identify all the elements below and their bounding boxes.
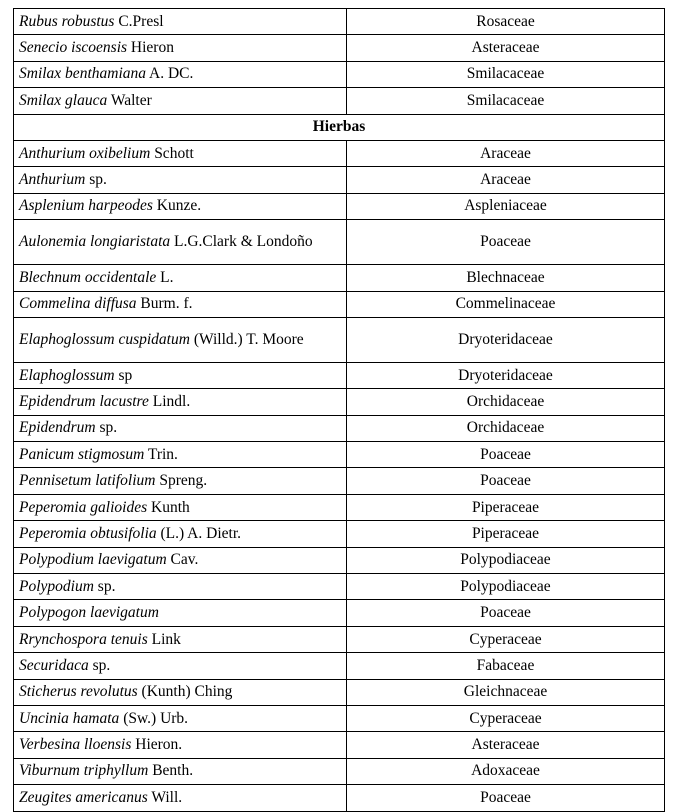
family-cell: Dryoteridaceae (347, 317, 665, 362)
species-author: Lindl. (148, 392, 191, 410)
family-cell: Araceae (347, 140, 665, 166)
family-cell: Orchidaceae (347, 415, 665, 441)
table-row (14, 167, 665, 193)
species-author: A. DC. (146, 65, 194, 83)
species-name: Smilax benthamiana (19, 65, 146, 83)
species-author: (Sw.) Urb. (119, 709, 189, 727)
species-name: Smilax glauca (19, 91, 108, 109)
species-author: Hieron (127, 39, 174, 57)
table-row (14, 88, 665, 114)
species-cell (14, 35, 347, 61)
family-cell: Araceae (347, 167, 665, 193)
species-author: Trin. (144, 445, 178, 463)
family-cell: Piperaceae (347, 521, 665, 547)
family-cell: Poaceae (347, 785, 665, 811)
family-cell: Blechnaceae (347, 265, 665, 291)
family-cell: Aspleniaceae (347, 193, 665, 219)
species-author: Will. (147, 788, 183, 806)
species-author: sp. (85, 171, 107, 189)
species-cell (14, 758, 347, 784)
table-row (14, 193, 665, 219)
species-author: (Willd.) T. Moore (189, 330, 304, 348)
species-table (13, 8, 665, 812)
species-cell (14, 167, 347, 193)
species-cell (14, 220, 347, 265)
species-name: Anthurium (19, 171, 86, 189)
table-row (14, 468, 665, 494)
family-cell: Cyperaceae (347, 626, 665, 652)
species-name: Polypodium (19, 577, 94, 595)
family-cell: Polypodiaceae (347, 574, 665, 600)
species-name: Uncinia hamata (19, 709, 120, 727)
table-row (14, 547, 665, 573)
species-cell (14, 61, 347, 87)
species-author: L. (156, 268, 174, 286)
species-cell (14, 785, 347, 811)
species-author: Schott (150, 144, 194, 162)
species-cell (14, 626, 347, 652)
species-cell (14, 494, 347, 520)
species-author: L.G.Clark & Londoño (170, 233, 313, 251)
table-row (14, 653, 665, 679)
table-row (14, 35, 665, 61)
species-cell (14, 547, 347, 573)
table-row (14, 362, 665, 388)
species-name: Elaphoglossum (19, 366, 115, 384)
species-name: Zeugites americanus (19, 788, 148, 806)
species-name: Polypogon laevigatum (19, 604, 159, 622)
species-name: Verbesina lloensis (19, 736, 132, 754)
family-cell: Poaceae (347, 468, 665, 494)
species-cell (14, 679, 347, 705)
table-row (14, 574, 665, 600)
family-cell: Smilacaceae (347, 61, 665, 87)
table-row (14, 785, 665, 811)
table-row (14, 265, 665, 291)
family-cell: Rosaceae (347, 9, 665, 35)
species-cell (14, 9, 347, 35)
species-author: Link (147, 630, 181, 648)
table-row (14, 220, 665, 265)
family-cell: Poaceae (347, 442, 665, 468)
species-cell (14, 291, 347, 317)
species-name: Polypodium laevigatum (19, 551, 167, 569)
species-name: Securidaca (19, 656, 89, 674)
table-row (14, 494, 665, 520)
species-author: (L.) A. Dietr. (156, 524, 241, 542)
table-row (14, 9, 665, 35)
species-author: Hieron. (131, 736, 183, 754)
section-header: Hierbas (14, 114, 665, 140)
species-name: Commelina diffusa (19, 295, 137, 313)
species-name: Aulonemia longiaristata (19, 233, 171, 251)
table-row (14, 291, 665, 317)
family-cell: Poaceae (347, 600, 665, 626)
species-cell (14, 574, 347, 600)
species-author: sp. (95, 419, 118, 437)
species-name: Senecio iscoensis (19, 39, 128, 57)
table-row (14, 317, 665, 362)
section-header-row (14, 114, 665, 140)
family-cell: Cyperaceae (347, 705, 665, 731)
species-author: Benth. (148, 762, 194, 780)
species-table-container (13, 8, 664, 812)
species-cell (14, 317, 347, 362)
family-cell: Smilacaceae (347, 88, 665, 114)
species-author: Spreng. (155, 472, 208, 490)
family-cell: Piperaceae (347, 494, 665, 520)
table-row (14, 600, 665, 626)
species-author: sp. (93, 577, 116, 595)
species-cell (14, 389, 347, 415)
table-row (14, 521, 665, 547)
species-name: Panicum stigmosum (19, 445, 145, 463)
species-name: Viburnum triphyllum (19, 762, 149, 780)
table-row (14, 732, 665, 758)
table-row (14, 679, 665, 705)
family-cell: Adoxaceae (347, 758, 665, 784)
species-table-body (14, 9, 665, 812)
table-row (14, 626, 665, 652)
species-cell (14, 468, 347, 494)
species-author: sp (114, 366, 133, 384)
species-name: Anthurium oxibelium (19, 144, 151, 162)
family-cell: Polypodiaceae (347, 547, 665, 573)
table-row (14, 705, 665, 731)
table-row (14, 140, 665, 166)
species-cell (14, 88, 347, 114)
species-name: Sticherus revolutus (19, 683, 138, 701)
family-cell: Commelinaceae (347, 291, 665, 317)
species-name: Asplenium harpeodes (19, 197, 153, 215)
species-author: Kunth (147, 498, 190, 516)
species-cell (14, 265, 347, 291)
species-name: Blechnum occidentale (19, 268, 157, 286)
species-author: (Kunth) Ching (137, 683, 233, 701)
species-name: Pennisetum latifolium (19, 472, 156, 490)
family-cell: Orchidaceae (347, 389, 665, 415)
species-name: Elaphoglossum cuspidatum (19, 330, 190, 348)
species-author: Walter (107, 91, 152, 109)
species-author: Cav. (166, 551, 199, 569)
family-cell: Asteraceae (347, 732, 665, 758)
table-row (14, 415, 665, 441)
family-cell: Fabaceae (347, 653, 665, 679)
family-cell: Gleichnaceae (347, 679, 665, 705)
species-cell (14, 521, 347, 547)
species-cell (14, 732, 347, 758)
species-name: Epidendrum lacustre (19, 392, 149, 410)
species-name: Rubus robustus (19, 12, 115, 30)
species-cell (14, 140, 347, 166)
species-cell (14, 653, 347, 679)
species-cell (14, 362, 347, 388)
species-name: Epidendrum (19, 419, 96, 437)
family-cell: Poaceae (347, 220, 665, 265)
table-row (14, 61, 665, 87)
species-author: sp. (88, 656, 111, 674)
table-row (14, 389, 665, 415)
family-cell: Dryoteridaceae (347, 362, 665, 388)
species-author: C.Presl (114, 12, 164, 30)
species-name: Peperomia obtusifolia (19, 524, 157, 542)
species-cell (14, 193, 347, 219)
species-cell (14, 705, 347, 731)
species-name: Rrynchospora tenuis (19, 630, 148, 648)
family-cell: Asteraceae (347, 35, 665, 61)
table-row (14, 442, 665, 468)
species-name: Peperomia galioides (19, 498, 148, 516)
species-cell (14, 442, 347, 468)
table-row (14, 758, 665, 784)
species-author: Burm. f. (136, 295, 193, 313)
species-cell (14, 415, 347, 441)
species-cell (14, 600, 347, 626)
species-author: Kunze. (152, 197, 202, 215)
